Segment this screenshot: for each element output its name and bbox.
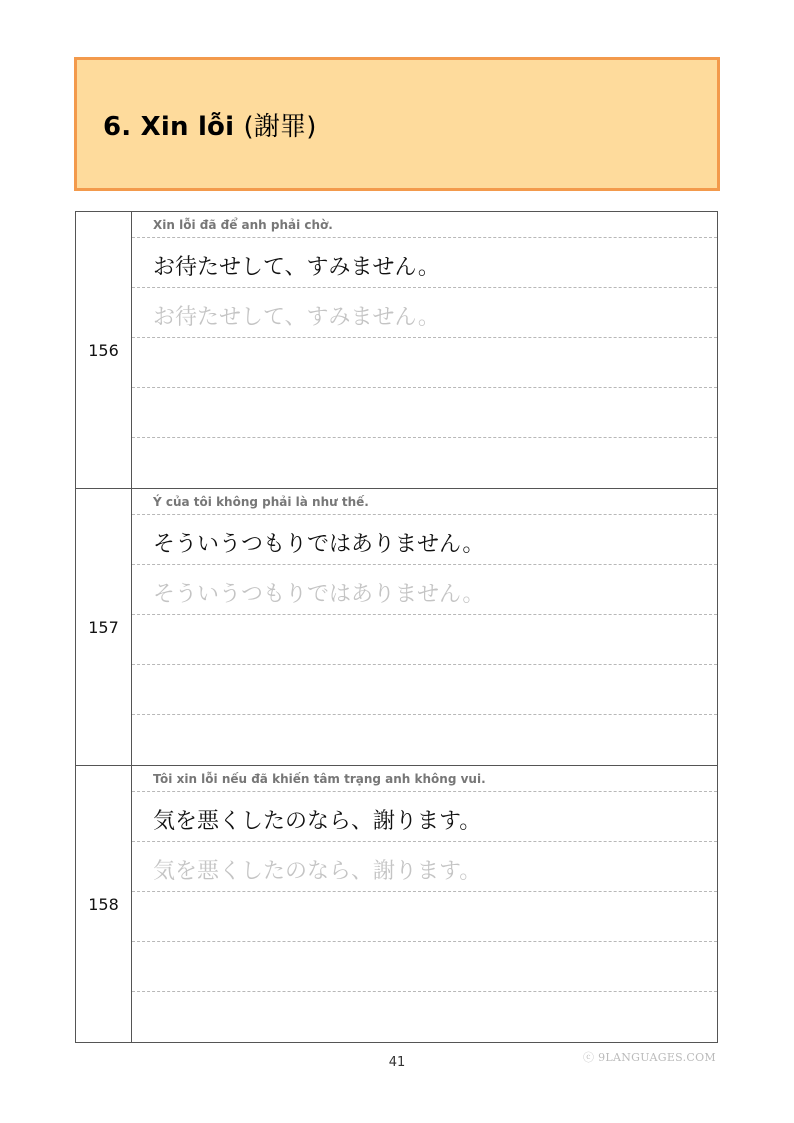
trace-line — [132, 842, 717, 892]
copyright-notice: ⓒ 9LANGUAGES.COM — [583, 1051, 716, 1064]
blank-writing-line — [132, 438, 717, 488]
entry-number: 157 — [76, 489, 132, 765]
model-sentence-line — [132, 515, 717, 565]
practice-entry — [76, 489, 717, 766]
writing-lines — [132, 212, 717, 488]
model-sentence: そういうつもりではありません。 — [153, 532, 485, 557]
blank-writing-line — [132, 615, 717, 665]
section-title-box — [74, 57, 720, 191]
section-title-text: 6. Xin lỗi — [103, 112, 235, 142]
blank-writing-line — [132, 942, 717, 992]
model-sentence: お待たせして、すみません。 — [153, 255, 440, 280]
model-sentence-line — [132, 792, 717, 842]
model-sentence: 気を悪くしたのなら、謝ります。 — [153, 809, 482, 834]
translation-line — [132, 489, 717, 515]
trace-sentence: 気を悪くしたのなら、謝ります。 — [153, 859, 482, 884]
blank-writing-line — [132, 388, 717, 438]
blank-writing-line — [132, 338, 717, 388]
blank-writing-line — [132, 892, 717, 942]
practice-entry — [76, 212, 717, 489]
model-sentence-line — [132, 238, 717, 288]
page-number: 41 — [388, 1055, 406, 1070]
section-title-kanji: (謝罪) — [243, 112, 317, 142]
writing-lines — [132, 489, 717, 765]
trace-sentence: お待たせして、すみません。 — [153, 305, 440, 330]
blank-writing-line — [132, 992, 717, 1042]
trace-line — [132, 565, 717, 615]
trace-line — [132, 288, 717, 338]
trace-sentence: そういうつもりではありません。 — [153, 582, 485, 607]
practice-entry — [76, 766, 717, 1043]
practice-table — [75, 211, 718, 1043]
blank-writing-line — [132, 715, 717, 765]
translation-line — [132, 212, 717, 238]
writing-lines — [132, 766, 717, 1042]
entry-number: 156 — [76, 212, 132, 488]
translation-text: Ý của tôi không phải là như thế. — [153, 495, 369, 509]
translation-text: Xin lỗi đã để anh phải chờ. — [153, 218, 333, 232]
entry-number: 158 — [76, 766, 132, 1042]
blank-writing-line — [132, 665, 717, 715]
translation-line — [132, 766, 717, 792]
translation-text: Tôi xin lỗi nếu đã khiến tâm trạng anh không vui. — [153, 772, 486, 786]
section-title — [103, 106, 317, 143]
